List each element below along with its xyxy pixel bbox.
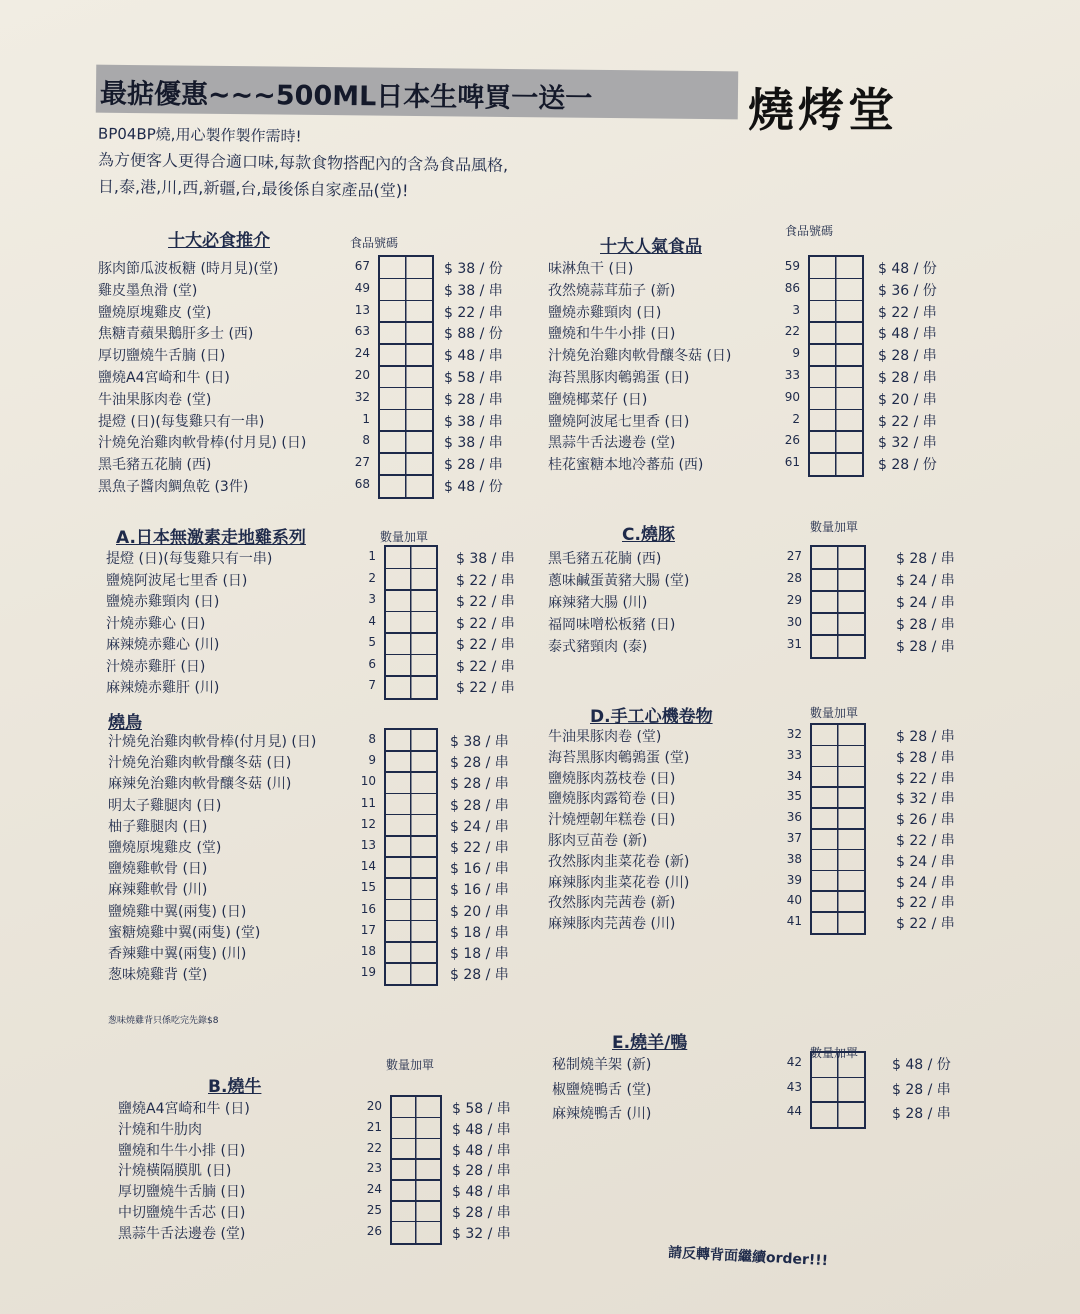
menu-item-name: 鹽燒A4宮崎和牛 (日) bbox=[118, 1101, 250, 1117]
item-number: 31 bbox=[786, 637, 802, 651]
menu-item-name: 蜜糖燒雞中翼(兩隻) (堂) bbox=[108, 924, 261, 941]
item-number: 20 bbox=[366, 1099, 382, 1113]
item-number: 26 bbox=[784, 433, 800, 448]
item-number: 2 bbox=[368, 570, 376, 585]
item-number: 10 bbox=[360, 774, 376, 789]
item-price: $ 18 / 串 bbox=[450, 946, 509, 962]
menu-item-name: 豚肉豆苗卷 (新) bbox=[548, 833, 648, 849]
item-price: $ 28 / 串 bbox=[878, 348, 937, 365]
item-number: 27 bbox=[786, 549, 802, 563]
item-number: 20 bbox=[354, 368, 370, 382]
item-number: 11 bbox=[360, 795, 376, 810]
item-number: 8 bbox=[362, 433, 370, 448]
quantity-cell[interactable] bbox=[810, 786, 866, 806]
quantity-cell[interactable] bbox=[808, 409, 864, 430]
quantity-cell[interactable] bbox=[390, 1117, 442, 1137]
quantity-cell[interactable] bbox=[808, 300, 864, 321]
menu-item-name: 味淋魚干 (日) bbox=[548, 261, 634, 277]
item-price: $ 26 / 串 bbox=[896, 812, 955, 829]
item-number: 27 bbox=[354, 455, 370, 470]
item-price: $ 28 / 串 bbox=[878, 370, 937, 386]
quantity-cell[interactable] bbox=[384, 793, 438, 813]
quantity-cell[interactable] bbox=[384, 877, 438, 897]
item-number: 23 bbox=[366, 1161, 382, 1176]
section-title: A.日本無激素走地雞系列 bbox=[116, 528, 306, 548]
quantity-cell[interactable] bbox=[378, 387, 434, 408]
item-number: 19 bbox=[360, 965, 376, 980]
quantity-cell[interactable] bbox=[384, 546, 438, 567]
quantity-cell[interactable] bbox=[384, 654, 438, 675]
item-number: 43 bbox=[786, 1079, 802, 1094]
item-number: 37 bbox=[786, 831, 802, 845]
item-number: 36 bbox=[786, 810, 802, 825]
intro-line-3: 日,泰,港,川,西,新疆,台,最後係自家產品(堂)! bbox=[97, 176, 409, 201]
item-number: 22 bbox=[784, 324, 800, 339]
item-price: $ 28 / 串 bbox=[452, 1205, 511, 1221]
quantity-cell[interactable] bbox=[808, 365, 864, 386]
quantity-cell[interactable] bbox=[378, 409, 434, 430]
menu-item-name: 鹽燒豚肉露筍卷 (日) bbox=[548, 791, 676, 808]
item-price: $ 32 / 串 bbox=[452, 1225, 511, 1242]
quantity-cell[interactable] bbox=[384, 856, 438, 876]
item-price: $ 22 / 串 bbox=[896, 895, 955, 912]
item-number: 26 bbox=[366, 1223, 382, 1238]
item-number: 7 bbox=[368, 678, 376, 692]
item-number: 24 bbox=[354, 346, 370, 361]
item-price: $ 24 / 串 bbox=[896, 595, 955, 611]
item-number: 67 bbox=[354, 259, 370, 273]
item-number: 18 bbox=[360, 944, 376, 958]
item-price: $ 18 / 串 bbox=[450, 924, 509, 941]
quantity-cell[interactable] bbox=[384, 729, 438, 749]
menu-item-name: 麻辣燒赤雞心 (川) bbox=[106, 637, 220, 653]
quantity-cell[interactable] bbox=[384, 899, 438, 919]
column-header: 數量加單 bbox=[386, 1058, 435, 1072]
item-price: $ 88 / 份 bbox=[444, 326, 503, 343]
item-price: $ 22 / 串 bbox=[456, 637, 515, 653]
menu-item-name: 麻辣燒赤雞肝 (川) bbox=[106, 680, 220, 696]
item-number: 63 bbox=[354, 324, 370, 339]
brand-logo: 燒烤堂 bbox=[748, 83, 898, 137]
promo-text: 最掂優惠~~~500ML日本生啤買一送一 bbox=[99, 78, 593, 115]
menu-item-name: 福岡味噌松板豬 (日) bbox=[548, 617, 676, 633]
menu-item-name: 麻辣豚肉芫茜卷 (川) bbox=[548, 916, 676, 933]
item-price: $ 48 / 串 bbox=[452, 1142, 511, 1159]
quantity-cell[interactable] bbox=[390, 1096, 442, 1116]
menu-item-name: 明太子雞腿肉 (日) bbox=[108, 797, 222, 814]
quantity-cell[interactable] bbox=[384, 589, 438, 610]
item-price: $ 58 / 串 bbox=[452, 1101, 511, 1117]
item-price: $ 28 / 串 bbox=[892, 1081, 951, 1098]
item-price: $ 38 / 串 bbox=[450, 734, 509, 750]
menu-item-name: 鹽燒阿波尾七里香 (日) bbox=[548, 413, 690, 430]
quantity-cell[interactable] bbox=[810, 890, 866, 910]
menu-item-name: 鹽燒原塊雞皮 (堂) bbox=[108, 840, 222, 856]
menu-item-name: 汁燒煙韌年糕卷 (日) bbox=[548, 812, 676, 829]
menu-item-name: 豚肉節瓜波板糖 (時月見)(堂) bbox=[98, 261, 279, 277]
quantity-cell[interactable] bbox=[384, 835, 438, 855]
menu-item-name: 黑毛豬五花腩 (西) bbox=[98, 457, 212, 474]
menu-item-name: 麻辣燒鴨舌 (川) bbox=[552, 1106, 652, 1122]
quantity-cell[interactable] bbox=[390, 1179, 442, 1199]
menu-item-name: 鹽燒原塊雞皮 (堂) bbox=[98, 304, 212, 321]
quantity-cell[interactable] bbox=[384, 920, 438, 940]
quantity-cell[interactable] bbox=[378, 300, 434, 321]
quantity-cell[interactable] bbox=[810, 745, 866, 765]
quantity-cell[interactable] bbox=[810, 612, 866, 633]
menu-item-name: 汁燒免治雞肉軟骨釀冬菇 (日) bbox=[548, 348, 732, 365]
menu-item-name: 蔥味鹹蛋黃豬大腸 (堂) bbox=[548, 573, 690, 589]
item-number: 1 bbox=[368, 549, 376, 563]
item-number: 3 bbox=[792, 302, 800, 317]
item-price: $ 48 / 串 bbox=[878, 326, 937, 343]
menu-item-name: 麻辣雞軟骨 (川) bbox=[108, 882, 208, 899]
quantity-cell[interactable] bbox=[808, 343, 864, 364]
quantity-cell[interactable] bbox=[384, 962, 438, 982]
item-price: $ 16 / 串 bbox=[450, 861, 509, 878]
menu-item-name: 汁燒和牛肋肉 bbox=[118, 1121, 202, 1138]
item-price: $ 22 / 串 bbox=[878, 304, 937, 321]
menu-item-name: 海苔黑豚肉鵪鶉蛋 (日) bbox=[548, 370, 690, 386]
item-number: 15 bbox=[360, 880, 376, 895]
item-number: 24 bbox=[366, 1182, 382, 1197]
menu-item-name: 黑毛豬五花腩 (西) bbox=[548, 551, 662, 567]
menu-item-name: 厚切鹽燒牛舌腩 (日) bbox=[118, 1184, 246, 1201]
item-price: $ 28 / 串 bbox=[892, 1106, 951, 1122]
menu-item-name: 柚子雞腿肉 (日) bbox=[108, 818, 208, 835]
menu-item-name: 麻辣豬大腸 (川) bbox=[548, 595, 648, 611]
item-number: 61 bbox=[784, 455, 800, 470]
item-price: $ 28 / 份 bbox=[878, 457, 937, 474]
menu-item-name: 孜然燒蒜茸茄子 (新) bbox=[548, 282, 676, 299]
quantity-cell[interactable] bbox=[808, 430, 864, 451]
item-price: $ 32 / 串 bbox=[896, 791, 955, 808]
menu-item-name: 椒鹽燒鴨舌 (堂) bbox=[552, 1081, 652, 1098]
quantity-cell[interactable] bbox=[384, 611, 438, 632]
item-price: $ 38 / 串 bbox=[444, 435, 503, 452]
quantity-cell[interactable] bbox=[378, 343, 434, 364]
quantity-cell[interactable] bbox=[384, 568, 438, 589]
item-price: $ 22 / 串 bbox=[450, 840, 509, 856]
quantity-cell[interactable] bbox=[810, 849, 866, 869]
column-header: 數量加單 bbox=[810, 706, 859, 720]
item-price: $ 38 / 份 bbox=[444, 261, 503, 277]
menu-item-name: 香辣雞中翼(兩隻) (川) bbox=[108, 946, 247, 962]
quantity-cell[interactable] bbox=[384, 814, 438, 834]
item-price: $ 22 / 串 bbox=[878, 413, 937, 430]
menu-item-name: 鹽燒和牛牛小排 (日) bbox=[118, 1142, 246, 1159]
item-price: $ 48 / 份 bbox=[878, 261, 937, 277]
quantity-cell[interactable] bbox=[808, 256, 864, 277]
menu-item-name: 桂花蜜糖本地冷蕃茄 (西) bbox=[548, 457, 704, 474]
menu-item-name: 葱味燒雞背 (堂) bbox=[108, 967, 208, 984]
quantity-cell[interactable] bbox=[378, 278, 434, 299]
menu-item-name: 牛油果豚肉卷 (堂) bbox=[548, 729, 662, 745]
quantity-cell[interactable] bbox=[378, 452, 434, 473]
quantity-cell[interactable] bbox=[808, 387, 864, 408]
item-price: $ 28 / 串 bbox=[450, 797, 509, 814]
quantity-cell[interactable] bbox=[378, 365, 434, 386]
quantity-cell[interactable] bbox=[390, 1221, 442, 1241]
intro-line-2: 為方便客人更得合適口味,每款食物搭配內的含為食品風格, bbox=[97, 150, 509, 175]
section-title: C.燒豚 bbox=[622, 525, 675, 545]
item-number: 6 bbox=[368, 656, 376, 671]
menu-item-name: 汁燒免治雞肉軟骨棒(付月見) (日) bbox=[108, 734, 317, 750]
quantity-cell[interactable] bbox=[384, 675, 438, 696]
item-price: $ 22 / 串 bbox=[896, 770, 955, 787]
column-header: 食品號碼 bbox=[785, 224, 834, 238]
item-number: 12 bbox=[360, 816, 376, 831]
item-number: 32 bbox=[786, 727, 802, 741]
item-price: $ 38 / 串 bbox=[444, 282, 503, 299]
item-price: $ 22 / 串 bbox=[896, 833, 955, 849]
menu-item-name: 提燈 (日)(每隻雞只有一串) bbox=[98, 413, 265, 430]
item-number: 29 bbox=[786, 593, 802, 607]
item-price: $ 28 / 串 bbox=[452, 1163, 511, 1180]
item-price: $ 48 / 串 bbox=[452, 1121, 511, 1138]
item-price: $ 28 / 串 bbox=[896, 551, 955, 567]
menu-item-name: 鹽燒豚肉荔枝卷 (日) bbox=[548, 770, 676, 787]
item-price: $ 22 / 串 bbox=[456, 658, 515, 675]
menu-item-name: 鹽燒椰菜仔 (日) bbox=[548, 391, 648, 408]
item-price: $ 36 / 份 bbox=[878, 282, 937, 299]
item-price: $ 38 / 串 bbox=[444, 413, 503, 430]
item-price: $ 22 / 串 bbox=[456, 615, 515, 632]
quantity-cell[interactable] bbox=[810, 590, 866, 611]
menu-item-name: 提燈 (日)(每隻雞只有一串) bbox=[106, 551, 273, 567]
item-price: $ 28 / 串 bbox=[450, 755, 509, 772]
menu-item-name: 汁燒橫隔膜肌 (日) bbox=[118, 1163, 232, 1180]
item-number: 86 bbox=[784, 280, 800, 295]
column-header: 食品號碼 bbox=[350, 236, 399, 250]
section-note: 葱味燒雞背只係吃完先錄$8 bbox=[108, 1016, 219, 1027]
item-number: 59 bbox=[784, 259, 800, 273]
quantity-cell[interactable] bbox=[378, 321, 434, 342]
menu-item-name: 黑蒜牛舌法邊卷 (堂) bbox=[118, 1225, 246, 1242]
menu-item-name: 中切鹽燒牛舌芯 (日) bbox=[118, 1205, 246, 1221]
menu-item-name: 汁燒免治雞肉軟骨釀冬菇 (日) bbox=[108, 755, 292, 772]
item-number: 90 bbox=[784, 389, 800, 404]
quantity-cell[interactable] bbox=[390, 1138, 442, 1158]
item-number: 35 bbox=[786, 789, 802, 804]
item-number: 32 bbox=[354, 389, 370, 404]
item-price: $ 22 / 串 bbox=[456, 572, 515, 589]
item-price: $ 28 / 串 bbox=[444, 391, 503, 408]
section-title: 燒鳥 bbox=[108, 713, 142, 733]
section-title: E.燒羊/鴨 bbox=[612, 1033, 688, 1053]
item-number: 13 bbox=[354, 302, 370, 317]
quantity-cell[interactable] bbox=[810, 1052, 866, 1076]
quantity-cell[interactable] bbox=[810, 828, 866, 848]
menu-item-name: 泰式豬頸肉 (泰) bbox=[548, 639, 648, 655]
menu-item-name: 鹽燒雞軟骨 (日) bbox=[108, 861, 208, 878]
item-number: 9 bbox=[792, 346, 800, 361]
item-price: $ 28 / 串 bbox=[896, 729, 955, 745]
menu-item-name: 鹽燒A4宮崎和牛 (日) bbox=[98, 370, 230, 386]
quantity-cell[interactable] bbox=[810, 1101, 866, 1125]
item-price: $ 28 / 串 bbox=[450, 967, 509, 984]
item-number: 9 bbox=[368, 753, 376, 768]
item-number: 25 bbox=[366, 1203, 382, 1217]
item-number: 22 bbox=[366, 1140, 382, 1155]
item-number: 21 bbox=[366, 1119, 382, 1134]
item-price: $ 28 / 串 bbox=[450, 776, 509, 793]
menu-item-name: 海苔黑豚肉鵪鶉蛋 (堂) bbox=[548, 749, 690, 766]
quantity-cell[interactable] bbox=[810, 870, 866, 890]
menu-item-name: 鹽燒阿波尾七里香 (日) bbox=[106, 572, 248, 589]
item-number: 13 bbox=[360, 838, 376, 852]
item-number: 34 bbox=[786, 768, 802, 783]
menu-item-name: 黑魚子醬肉鯛魚乾 (3件) bbox=[98, 479, 249, 495]
item-number: 16 bbox=[360, 901, 376, 916]
footer-note: 請反轉背面繼續order!!! bbox=[667, 1244, 829, 1270]
quantity-cell[interactable] bbox=[810, 546, 866, 567]
item-price: $ 20 / 串 bbox=[450, 903, 509, 920]
intro-line-1: BP04BP燒,用心製作製作需時! bbox=[97, 124, 302, 146]
item-number: 42 bbox=[786, 1055, 802, 1069]
item-price: $ 22 / 串 bbox=[444, 304, 503, 321]
menu-item-name: 黑蒜牛舌法邊卷 (堂) bbox=[548, 435, 676, 452]
quantity-cell[interactable] bbox=[384, 941, 438, 961]
quantity-cell[interactable] bbox=[384, 771, 438, 791]
item-price: $ 28 / 串 bbox=[896, 749, 955, 766]
item-price: $ 16 / 串 bbox=[450, 882, 509, 899]
menu-item-name: 鹽燒赤雞頸肉 (日) bbox=[106, 594, 220, 610]
quantity-cell[interactable] bbox=[384, 750, 438, 770]
menu-item-name: 厚切鹽燒牛舌腩 (日) bbox=[98, 348, 226, 365]
quantity-cell[interactable] bbox=[390, 1158, 442, 1178]
item-number: 8 bbox=[368, 732, 376, 746]
menu-item-name: 鹽燒和牛牛小排 (日) bbox=[548, 326, 676, 343]
item-price: $ 24 / 串 bbox=[450, 818, 509, 835]
menu-item-name: 汁燒免治雞肉軟骨棒(付月見) (日) bbox=[98, 435, 307, 452]
item-price: $ 28 / 串 bbox=[896, 639, 955, 655]
menu-item-name: 汁燒赤雞心 (日) bbox=[106, 615, 206, 632]
item-number: 40 bbox=[786, 893, 802, 908]
quantity-cell[interactable] bbox=[390, 1200, 442, 1220]
section-title: B.燒牛 bbox=[208, 1077, 262, 1097]
item-price: $ 22 / 串 bbox=[896, 916, 955, 933]
menu-item-name: 雞皮墨魚滑 (堂) bbox=[98, 282, 198, 299]
item-number: 38 bbox=[786, 851, 802, 866]
section-title: 十大必食推介 bbox=[168, 231, 270, 251]
item-number: 3 bbox=[368, 592, 376, 606]
section-title: D.手工心機卷物 bbox=[590, 707, 713, 727]
menu-item-name: 麻辣免治雞肉軟骨釀冬菇 (川) bbox=[108, 776, 292, 793]
item-price: $ 48 / 串 bbox=[444, 348, 503, 365]
item-number: 17 bbox=[360, 922, 376, 937]
item-number: 5 bbox=[368, 635, 376, 649]
quantity-cell[interactable] bbox=[810, 724, 866, 744]
quantity-cell[interactable] bbox=[810, 1077, 866, 1101]
item-price: $ 20 / 串 bbox=[878, 391, 937, 408]
item-price: $ 32 / 串 bbox=[878, 435, 937, 452]
item-number: 41 bbox=[786, 914, 802, 929]
item-number: 28 bbox=[786, 571, 802, 585]
menu-item-name: 鹽燒赤雞頸肉 (日) bbox=[548, 304, 662, 321]
menu-item-name: 牛油果豚肉卷 (堂) bbox=[98, 391, 212, 408]
item-number: 14 bbox=[360, 859, 376, 874]
menu-item-name: 鹽燒雞中翼(兩隻) (日) bbox=[108, 903, 247, 920]
quantity-cell[interactable] bbox=[810, 766, 866, 786]
item-number: 30 bbox=[786, 615, 802, 629]
item-number: 68 bbox=[354, 477, 370, 491]
item-price: $ 48 / 份 bbox=[892, 1057, 951, 1073]
quantity-cell[interactable] bbox=[378, 430, 434, 451]
menu-item-name: 孜然豚肉芫茜卷 (新) bbox=[548, 895, 676, 912]
item-number: 4 bbox=[368, 613, 376, 628]
item-price: $ 22 / 串 bbox=[456, 594, 515, 610]
item-number: 39 bbox=[786, 872, 802, 887]
quantity-cell[interactable] bbox=[810, 807, 866, 827]
section-title: 十大人氣食品 bbox=[600, 237, 702, 257]
item-price: $ 38 / 串 bbox=[456, 551, 515, 567]
item-price: $ 24 / 串 bbox=[896, 874, 955, 891]
item-price: $ 24 / 串 bbox=[896, 853, 955, 870]
quantity-cell[interactable] bbox=[810, 568, 866, 589]
quantity-cell[interactable] bbox=[808, 452, 864, 473]
quantity-cell[interactable] bbox=[378, 474, 434, 495]
item-number: 33 bbox=[786, 747, 802, 762]
menu-item-name: 秘制燒羊架 (新) bbox=[552, 1057, 652, 1073]
menu-item-name: 焦糖青蘋果鵝肝多士 (西) bbox=[98, 326, 254, 343]
menu-item-name: 麻辣豚肉韭菜花卷 (川) bbox=[548, 874, 690, 891]
item-price: $ 48 / 份 bbox=[444, 479, 503, 495]
column-header: 數量加單 bbox=[810, 520, 859, 534]
item-number: 2 bbox=[792, 411, 800, 426]
menu-item-name: 汁燒赤雞肝 (日) bbox=[106, 658, 206, 675]
quantity-cell[interactable] bbox=[384, 632, 438, 653]
quantity-cell[interactable] bbox=[810, 634, 866, 655]
quantity-cell[interactable] bbox=[808, 321, 864, 342]
item-price: $ 58 / 串 bbox=[444, 370, 503, 386]
item-number: 1 bbox=[362, 411, 370, 426]
menu-item-name: 孜然豚肉韭菜花卷 (新) bbox=[548, 853, 690, 870]
item-number: 44 bbox=[786, 1104, 802, 1118]
column-header: 數量加單 bbox=[380, 530, 429, 544]
quantity-cell[interactable] bbox=[378, 256, 434, 277]
item-price: $ 48 / 串 bbox=[452, 1184, 511, 1201]
item-price: $ 24 / 串 bbox=[896, 573, 955, 589]
item-price: $ 28 / 串 bbox=[896, 617, 955, 633]
item-price: $ 28 / 串 bbox=[444, 457, 503, 474]
item-number: 49 bbox=[354, 280, 370, 295]
quantity-cell[interactable] bbox=[808, 278, 864, 299]
item-price: $ 22 / 串 bbox=[456, 680, 515, 696]
item-number: 33 bbox=[784, 368, 800, 382]
quantity-cell[interactable] bbox=[810, 911, 866, 931]
